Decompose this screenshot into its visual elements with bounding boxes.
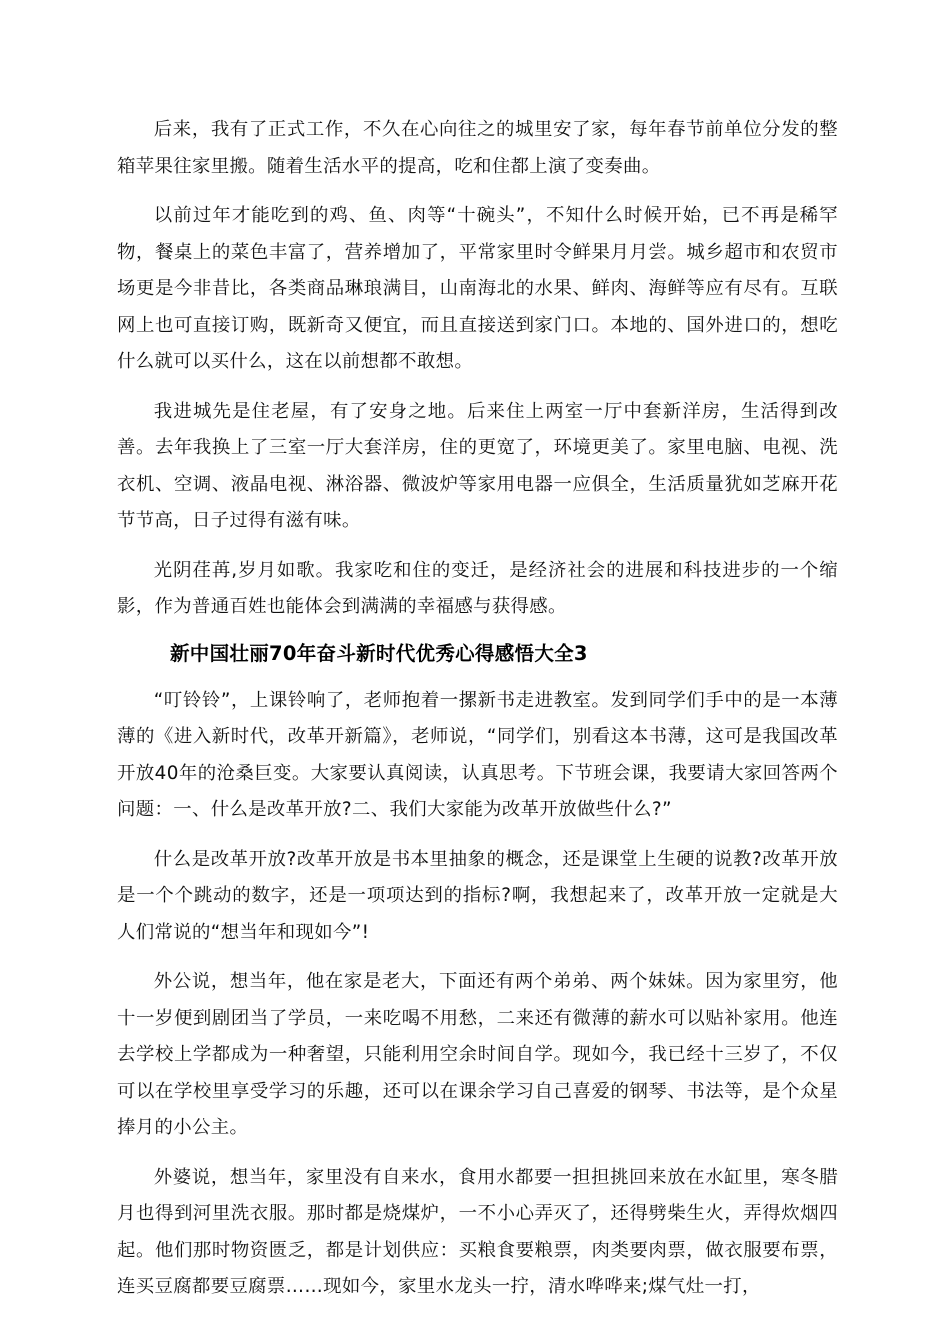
section-heading: 新中国壮丽70年奋斗新时代优秀心得感悟大全3: [170, 641, 588, 665]
paragraph: 以前过年才能吃到的鸡、鱼、肉等“十碗头”，不知什么时候开始，已不再是稀罕物，餐桌上的菜色丰富了，营养增加了，平常家里时令鲜果月月尝。城乡超市和农贸市场更是今非昔比，各类商品琳琅满目，山南海北的水果、鲜肉、海鲜等应有尽有。互联网上也可直接订购，既新奇又便宜，而且直接送到家门口。本地的、国外进口的，想吃什么就可以买什么，这在以前想都不敢想。: [117, 205, 838, 372]
paragraph: “叮铃铃”，上课铃响了，老师抱着一摞新书走进教室。发到同学们手中的是一本薄薄的《进入新时代，改革开新篇》，老师说，“同学们，别看这本书薄，这可是我国改革开放40年的沧桑巨变。大家要认真阅读，认真思考。下节班会课，我要请大家回答两个问题：一、什么是改革开放?二、我们大家能为改革开放做些什么?”: [117, 689, 838, 820]
paragraph: 外公说，想当年，他在家是老大，下面还有两个弟弟、两个妹妹。因为家里穷，他十一岁便到剧团当了学员，一来吃喝不用愁，二来还有微薄的薪水可以贴补家用。他连去学校上学都成为一种奢望，只能利用空余时间自学。现如今，我已经十三岁了，不仅可以在学校里享受学习的乐趣，还可以在课余学习自己喜爱的钢琴、书法等，是个众星捧月的小公主。: [117, 971, 838, 1138]
paragraph: 我进城先是住老屋，有了安身之地。后来住上两室一厅中套新洋房，生活得到改善。去年我换上了三室一厅大套洋房，住的更宽了，环境更美了。家里电脑、电视、洗衣机、空调、液晶电视、淋浴器、微波炉等家用电器一应俱全，生活质量犹如芝麻开花节节高，日子过得有滋有味。: [117, 400, 838, 531]
document-body: [117, 112, 838, 1319]
paragraph: 什么是改革开放?改革开放是书本里抽象的概念，还是课堂上生硬的说教?改革开放是一个个跳动的数字，还是一项项达到的指标?啊，我想起来了，改革开放一定就是大人们常说的“想当年和现如今”!: [117, 848, 838, 943]
paragraph: 外婆说，想当年，家里没有自来水，食用水都要一担担挑回来放在水缸里，寒冬腊月也得到河里洗衣服。那时都是烧煤炉，一不小心弄灭了，还得劈柴生火，弄得炊烟四起。他们那时物资匮乏，都是计划供应：买粮食要粮票，肉类要肉票，做衣服要布票，连买豆腐都要豆腐票……现如今，家里水龙头一拧，清水哗哗来;煤气灶一打，: [117, 1166, 838, 1297]
paragraph: 后来，我有了正式工作，不久在心向往之的城里安了家，每年春节前单位分发的整箱苹果往家里搬。随着生活水平的提高，吃和住都上演了变奏曲。: [117, 119, 838, 177]
paragraph: 光阴荏苒,岁月如歌。我家吃和住的变迁，是经济社会的进展和科技进步的一个缩影，作为普通百姓也能体会到满满的幸福感与获得感。: [117, 559, 838, 617]
